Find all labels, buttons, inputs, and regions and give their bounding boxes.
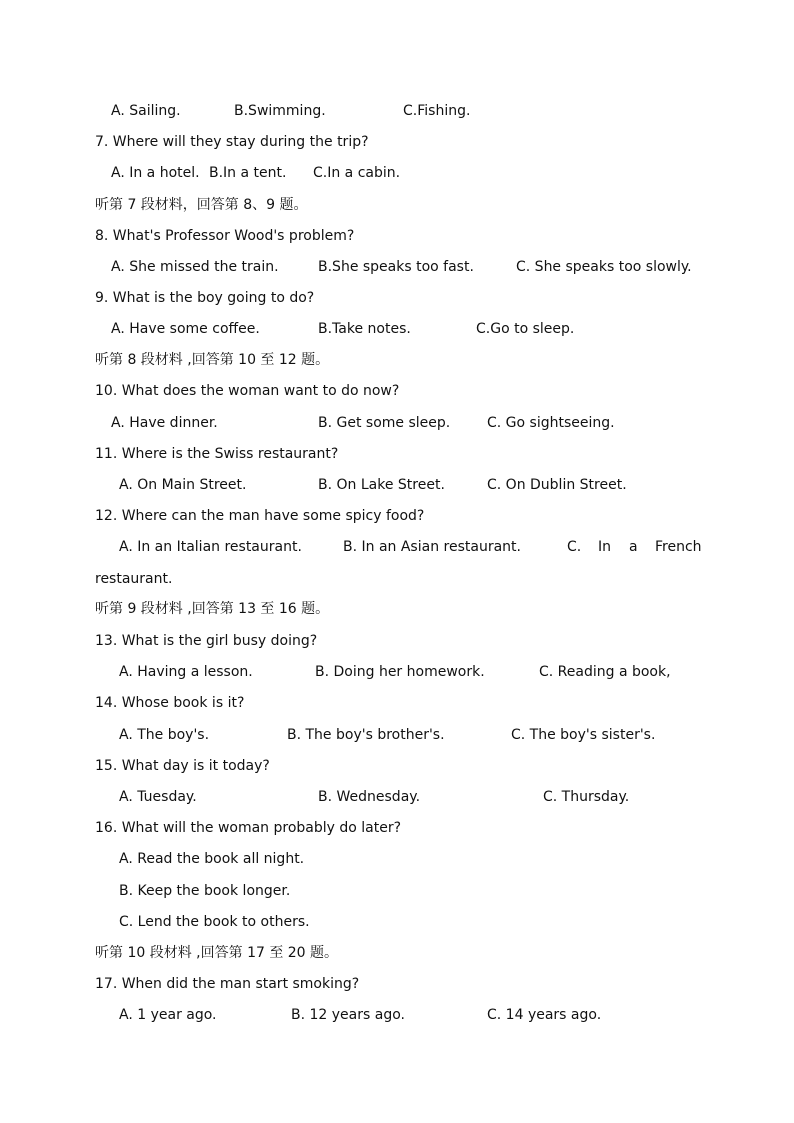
q6-option-c: C.Fishing. xyxy=(403,103,471,119)
q14-question: 14. Whose book is it? xyxy=(95,695,245,711)
q16-question: 16. What will the woman probably do later? xyxy=(95,820,402,836)
q14-option-a: A. The boy's. xyxy=(119,727,210,743)
q7-option-a: A. In a hotel. xyxy=(111,165,200,181)
q12-option-c-word-in: In xyxy=(598,539,612,555)
q11-question: 11. Where is the Swiss restaurant? xyxy=(95,446,339,462)
q13-option-b: B. Doing her homework. xyxy=(315,664,485,680)
q15-option-a: A. Tuesday. xyxy=(119,789,197,805)
q10-question: 10. What does the woman want to do now? xyxy=(95,383,400,399)
q6-option-b: B.Swimming. xyxy=(234,103,326,119)
q7-option-b: B.In a tent. xyxy=(209,165,287,181)
q12-option-c-continuation: restaurant. xyxy=(95,571,173,587)
q10-option-b: B. Get some sleep. xyxy=(318,415,451,431)
q9-question: 9. What is the boy going to do? xyxy=(95,290,315,306)
section-heading-7: 听第 7 段材料，回答第 8、9 题。 xyxy=(95,197,308,213)
q12-option-c-word-a: a xyxy=(629,539,638,555)
q16-option-a: A. Read the book all night. xyxy=(119,851,305,867)
q17-question: 17. When did the man start smoking? xyxy=(95,976,360,992)
q11-option-c: C. On Dublin Street. xyxy=(487,477,627,493)
q12-option-c-word-french: French xyxy=(655,539,702,555)
q12-option-c-label: C. xyxy=(567,539,582,555)
q8-option-a: A. She missed the train. xyxy=(111,259,279,275)
q12-option-a: A. In an Italian restaurant. xyxy=(119,539,302,555)
q13-question: 13. What is the girl busy doing? xyxy=(95,633,318,649)
q16-option-b: B. Keep the book longer. xyxy=(119,883,291,899)
q9-option-c: C.Go to sleep. xyxy=(476,321,575,337)
q17-option-a: A. 1 year ago. xyxy=(119,1007,217,1023)
q9-option-a: A. Have some coffee. xyxy=(111,321,260,337)
q7-option-c: C.In a cabin. xyxy=(313,165,401,181)
q9-option-b: B.Take notes. xyxy=(318,321,411,337)
q15-option-b: B. Wednesday. xyxy=(318,789,421,805)
section-heading-10: 听第 10 段材料 ,回答第 17 至 20 题。 xyxy=(95,945,339,961)
q8-option-c: C. She speaks too slowly. xyxy=(516,259,692,275)
q16-option-c: C. Lend the book to others. xyxy=(119,914,310,930)
q13-option-c: C. Reading a book, xyxy=(539,664,671,680)
q11-option-b: B. On Lake Street. xyxy=(318,477,445,493)
q6-option-a: A. Sailing. xyxy=(111,103,181,119)
section-heading-8: 听第 8 段材料 ,回答第 10 至 12 题。 xyxy=(95,352,330,368)
q10-option-c: C. Go sightseeing. xyxy=(487,415,615,431)
section-heading-9: 听第 9 段材料 ,回答第 13 至 16 题。 xyxy=(95,601,330,617)
q15-question: 15. What day is it today? xyxy=(95,758,270,774)
q8-option-b: B.She speaks too fast. xyxy=(318,259,474,275)
q10-option-a: A. Have dinner. xyxy=(111,415,218,431)
q15-option-c: C. Thursday. xyxy=(543,789,630,805)
q14-option-b: B. The boy's brother's. xyxy=(287,727,445,743)
q8-question: 8. What's Professor Wood's problem? xyxy=(95,228,355,244)
q13-option-a: A. Having a lesson. xyxy=(119,664,253,680)
q12-question: 12. Where can the man have some spicy food? xyxy=(95,508,425,524)
q7-question: 7. Where will they stay during the trip? xyxy=(95,134,369,150)
q14-option-c: C. The boy's sister's. xyxy=(511,727,656,743)
q12-option-b: B. In an Asian restaurant. xyxy=(343,539,521,555)
q17-option-b: B. 12 years ago. xyxy=(291,1007,405,1023)
q11-option-a: A. On Main Street. xyxy=(119,477,247,493)
q17-option-c: C. 14 years ago. xyxy=(487,1007,602,1023)
